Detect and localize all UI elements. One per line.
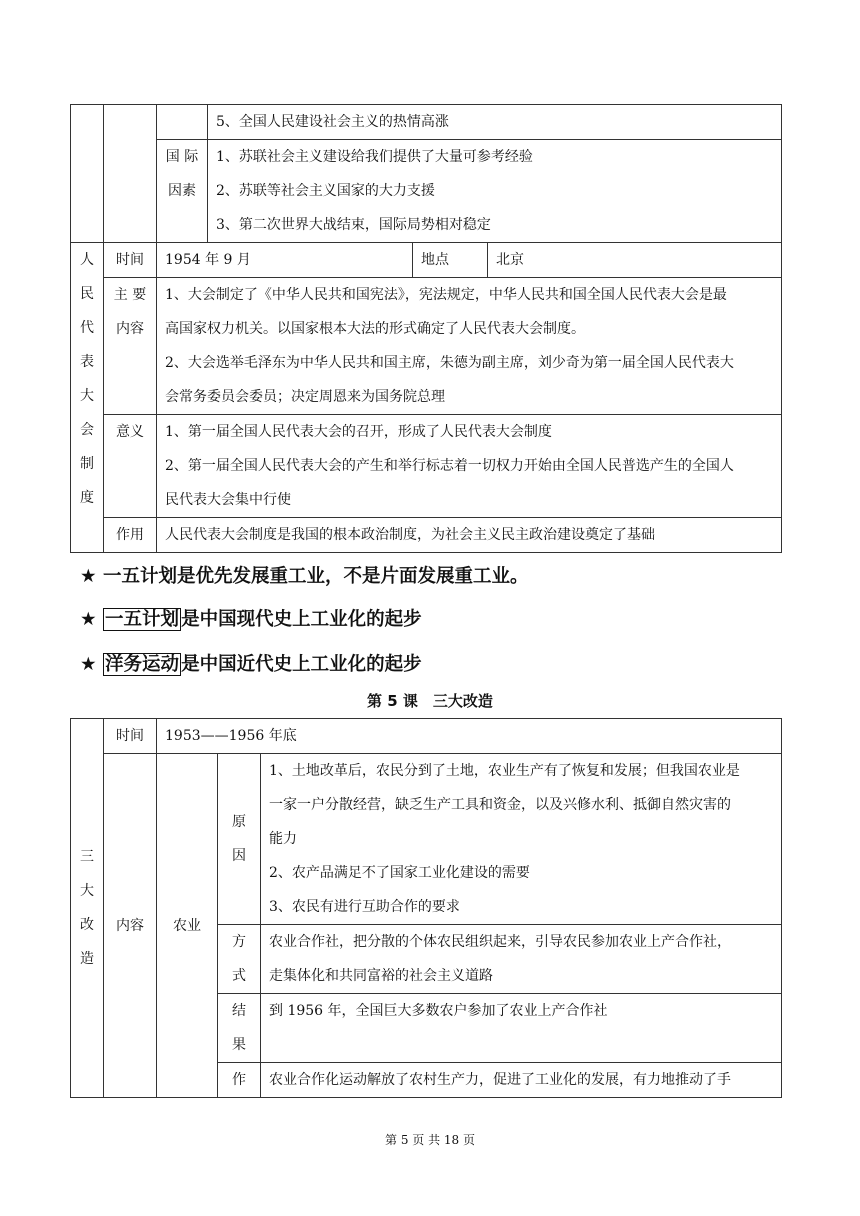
note-3-text: 是中国近代史上工业化的起步 <box>181 654 422 675</box>
reason-label: 原 因 <box>218 754 261 925</box>
congress-system-label: 人 民 代 表 大 会 制 度 <box>71 243 104 553</box>
main-content-label: 主 要 内容 <box>104 278 157 415</box>
note-1-text: 一五计划是优先发展重工业，不是片面发展重工业。 <box>103 566 529 587</box>
domestic-item-5: 5、全国人民建设社会主义的热情高涨 <box>208 105 782 140</box>
agriculture-label: 农业 <box>157 754 218 1098</box>
intl-factors-list <box>208 140 782 243</box>
note-2 <box>80 605 422 631</box>
method-label: 方 式 <box>218 925 261 994</box>
page-footer: 第 5 页 共 18 页 <box>385 1133 475 1147</box>
effect-label: 作 <box>218 1063 261 1098</box>
time-value: 1953——1956 年底 <box>157 719 782 754</box>
star-icon: ★ <box>80 566 97 587</box>
star-icon: ★ <box>80 609 97 630</box>
time-label: 时间 <box>104 243 157 278</box>
note-3 <box>80 650 422 676</box>
result-label: 结 果 <box>218 994 261 1063</box>
place-value: 北京 <box>488 243 782 278</box>
political-foundation-table <box>70 104 782 553</box>
intl-factors-label: 国 际 因素 <box>157 140 208 243</box>
content-label: 内容 <box>104 754 157 1098</box>
effect-text: 农业合作化运动解放了农村生产力，促进了工业化的发展，有力地推动了手 <box>261 1063 782 1098</box>
intl-item-2: 2、苏联等社会主义国家的大力支援 <box>216 183 435 199</box>
empty-cell <box>71 105 104 243</box>
result-text: 到 1956 年，全国巨大多数农户参加了农业上产合作社 <box>261 994 782 1063</box>
time-label: 时间 <box>104 719 157 754</box>
lesson-title: 第 5 课 三大改造 <box>367 692 493 710</box>
note-3-boxed-term: 洋务运动 <box>105 654 180 675</box>
intl-item-1: 1、苏联社会主义建设给我们提供了大量可参考经验 <box>216 149 533 165</box>
three-transformations-table <box>70 718 782 1098</box>
note-2-boxed-term: 一五计划 <box>105 609 180 630</box>
role-text: 人民代表大会制度是我国的根本政治制度，为社会主义民主政治建设奠定了基础 <box>157 518 782 553</box>
star-icon: ★ <box>80 654 97 675</box>
reason-text: 1、土地改革后，农民分到了土地，农业生产有了恢复和发展；但我国农业是 一家一户分散经营，缺乏生产工具和资金，以及兴修水利、抵御自然灾害的 能力 2、农产品满足不了国家工业化建设的需要 3、农民有进行互助合作的要求 <box>261 754 782 925</box>
method-text: 农业合作社，把分散的个体农民组织起来，引导农民参加农业上产合作社， 走集体化和共同富裕的社会主义道路 <box>261 925 782 994</box>
place-label: 地点 <box>413 243 488 278</box>
time-value: 1954 年 9 月 <box>157 243 413 278</box>
main-content-text: 1、大会制定了《中华人民共和国宪法》，宪法规定，中华人民共和国全国人民代表大会是最 高国家权力机关。以国家根本大法的形式确定了人民代表大会制度。 2、大会选举毛泽东为中华人民共和国主席，朱德为副主席，刘少奇为第一届全国人民代表大 会常务委员会委员；决定周恩来为国务院总理 <box>157 278 782 415</box>
note-1 <box>80 562 529 588</box>
three-transformations-label: 三 大 改 造 <box>71 719 104 1098</box>
role-label: 作用 <box>104 518 157 553</box>
intl-item-3: 3、第二次世界大战结束，国际局势相对稳定 <box>216 217 491 233</box>
meaning-text: 1、第一届全国人民代表大会的召开，形成了人民代表大会制度 2、第一届全国人民代表大会的产生和举行标志着一切权力开始由全国人民普选产生的全国人 民代表大会集中行使 <box>157 415 782 518</box>
empty-cell <box>104 105 157 243</box>
meaning-label: 意义 <box>104 415 157 518</box>
empty-cell <box>157 105 208 140</box>
note-2-text: 是中国现代史上工业化的起步 <box>181 609 422 630</box>
